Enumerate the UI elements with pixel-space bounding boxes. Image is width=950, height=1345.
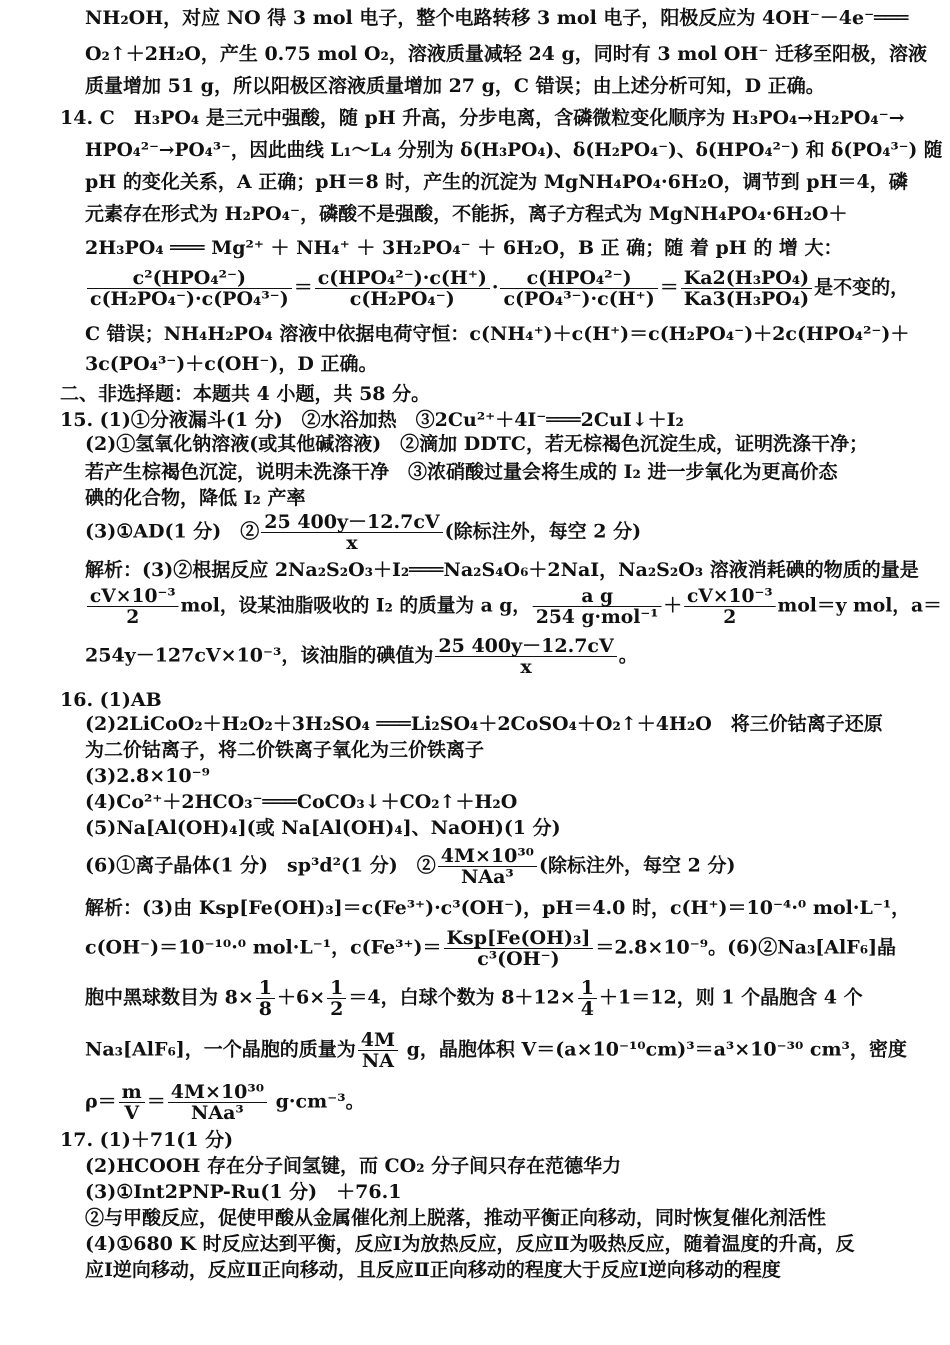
formula-line: Na₃[AlF₆]，一个晶胞的质量为 $\frac{4M}{NA}$ g，晶胞体积 V＝(a×10⁻¹⁰cm)³＝a³×10⁻³⁰ cm³，密度 [85, 1029, 907, 1072]
fraction: $\frac{\text{a g}}{\text{254 g·mol⁻¹}}$ [533, 586, 661, 627]
text-line: pH 的变化关系，A 正确；pH＝8 时，产生的沉淀为 MgNH₄PO₄·6H₂O，调节到 pH＝4，磷 [85, 171, 908, 193]
text-line: 解析：(3)由 Ksp[Fe(OH)₃]＝c(Fe³⁺)·c³(OH⁻)，pH＝4.0 时，c(H⁺)＝10⁻⁴·⁰ mol·L⁻¹， [85, 897, 911, 919]
text-line: 为二价钴离子，将二价铁离子氧化为三价铁离子 [85, 739, 485, 761]
text-line: 3c(PO₄³⁻)＋c(OH⁻)，D 正确。 [85, 353, 378, 375]
fraction: $\frac{\text{4M×10³⁰}}{\text{NAa³}}$ [168, 1082, 267, 1123]
text-line: (5)Na[Al(OH)₄](或 Na[Al(OH)₄]、NaOH)(1 分) [85, 817, 561, 839]
text-line: NH₂OH，对应 NO 得 3 mol 电子，整个电路转移 3 mol 电子，阳极反应为 4OH⁻－4e⁻═══ [85, 7, 909, 29]
text-line: ②与甲酸反应，促使甲酸从金属催化剂上脱落，推动平衡正向移动，同时恢复催化剂活性 [85, 1207, 827, 1229]
formula-line: (6)①离子晶体(1 分) sp³d²(1 分) ② $\frac{\text{4M×10³⁰}}{\text{NAa³}}$ (除标注外，每空 2 分) [85, 845, 736, 888]
text-line: (4)①680 K 时反应达到平衡，反应Ⅰ为放热反应，反应Ⅱ为吸热反应，随着温度的升高，反 [85, 1233, 855, 1255]
text-line: (3)2.8×10⁻⁹ [85, 765, 210, 787]
text-line: 元素存在形式为 H₂PO₄⁻，磷酸不是强酸，不能拆，离子方程式为 MgNH₄PO₄·6H₂O＋ [85, 203, 848, 225]
formula-line: c(OH⁻)＝10⁻¹⁰·⁰ mol·L⁻¹，c(Fe³⁺)＝ $\frac{\text{Ksp[Fe(OH)₃]}}{\text{c³(OH⁻)}}$ ＝2.8×10⁻⁹。(6)②Na₃[AlF₆]晶 [85, 927, 897, 970]
fraction: $\frac{\text{cV×10⁻³}}{2}$ [87, 586, 179, 627]
question-17-answer: 17. (1)＋71(1 分) [60, 1129, 234, 1151]
question-14-answer: 14. C H₃PO₄ 是三元中强酸，随 pH 升高，分步电离，含磷微粒变化顺序为 H₃PO₄→H₂PO₄⁻→ [60, 107, 905, 129]
fraction: $\frac{\text{c²(HPO₄²⁻)}}{\text{c(H₂PO₄⁻)·c(PO₄³⁻)}}$ [87, 268, 292, 309]
text-line: HPO₄²⁻→PO₄³⁻，因此曲线 L₁～L₄ 分别为 δ(H₃PO₄)、δ(H₂PO₄⁻)、δ(HPO₄²⁻) 和 δ(PO₄³⁻) 随 [85, 139, 943, 161]
text-line: (2)①氢氧化钠溶液(或其他碱溶液) ②滴加 DDTC，若无棕褐色沉淀生成，证明洗涤干净； [85, 433, 869, 455]
text-line: 2H₃PO₄ ═══ Mg²⁺ ＋ NH₄⁺ ＋ 3H₂PO₄⁻ ＋ 6H₂O，B 正 确；随 着 pH 的 增 大： [85, 237, 843, 259]
section-heading: 二、非选择题：本题共 4 小题，共 58 分。 [60, 383, 431, 405]
fraction: $\frac{\text{4M×10³⁰}}{\text{NAa³}}$ [438, 846, 537, 887]
text-line: 若产生棕褐色沉淀，说明未洗涤干净 ③浓硝酸过量会将生成的 I₂ 进一步氧化为更高价态 [85, 461, 838, 483]
fraction: $\frac{1}{4}$ [578, 978, 597, 1019]
text-line: O₂↑＋2H₂O，产生 0.75 mol O₂，溶液质量减轻 24 g，同时有 3 mol OH⁻ 迁移至阳极，溶液 [85, 43, 927, 65]
question-15-answer: 15. (1)①分液漏斗(1 分) ②水浴加热 ③2Cu²⁺＋4I⁻═══2CuI↓＋I₂ [60, 409, 684, 431]
text-line: (3)①Int2PNP-Ru(1 分) ＋76.1 [85, 1181, 402, 1203]
fraction: $\frac{1}{8}$ [256, 978, 275, 1019]
text-line: C 错误；NH₄H₂PO₄ 溶液中依据电荷守恒：c(NH₄⁺)＋c(H⁺)＝c(H₂PO₄⁻)＋2c(HPO₄²⁻)＋ [85, 323, 910, 345]
fraction: $\frac{25 400y-12.7cV}{x}$ [435, 636, 616, 677]
fraction: $\frac{\text{Ka2(H₃PO₄)}}{\text{Ka3(H₃PO₄)}}$ [681, 268, 812, 309]
formula-line: 254y－127cV×10⁻³，该油脂的碘值为 $\frac{25 400y-12.7cV}{x}$ 。 [85, 635, 638, 678]
fraction: $\frac{4M}{NA}$ [358, 1030, 398, 1071]
text-line: (2)2LiCoO₂＋H₂O₂＋3H₂SO₄ ═══Li₂SO₄＋2CoSO₄＋O₂↑＋4H₂O 将三价钴离子还原 [85, 713, 883, 735]
fraction: $\frac{m}{V}$ [119, 1082, 145, 1123]
text-line: 质量增加 51 g，所以阳极区溶液质量增加 27 g，C 错误；由上述分析可知，D 正确。 [85, 75, 825, 97]
formula-line: $\frac{\text{cV×10⁻³}}{2}$ mol，设某油脂吸收的 I₂ 的质量为 a g， $\frac{\text{a g}}{\text{254 g·mol⁻¹}}$ ＋ $\frac{\text{cV×10⁻³}}{2}$ mol＝y mol，a＝ [85, 586, 942, 627]
formula-line: (3)①AD(1 分) ② $\frac{25 400y-12.7cV}{x}$ (除标注外，每空 2 分) [85, 511, 642, 554]
fraction: $\frac{\text{cV×10⁻³}}{2}$ [684, 586, 776, 627]
fraction: $\frac{\text{c(HPO₄²⁻)}}{\text{c(PO₄³⁻)·c(H⁺)}}$ [500, 268, 657, 309]
formula-line: $\frac{\text{c²(HPO₄²⁻)}}{\text{c(H₂PO₄⁻)·c(PO₄³⁻)}}$ ＝ $\frac{\text{c(HPO₄²⁻)·c(H⁺)}}{\text{c(H₂PO₄⁻)}}$ · $\frac{\text{c(HPO₄²⁻)}}{\text{c(PO₄³⁻)·c(H⁺)}}$ ＝ $\frac{\text{Ka2(H₃PO₄)}}{\text{Ka3(H₃PO₄)}}$ 是不变的， [85, 268, 909, 309]
fraction: $\frac{1}{2}$ [327, 978, 346, 1019]
question-16-answer: 16. (1)AB [60, 689, 162, 711]
fraction: $\frac{\text{c(HPO₄²⁻)·c(H⁺)}}{\text{c(H₂PO₄⁻)}}$ [315, 268, 490, 309]
text-line: 解析：(3)②根据反应 2Na₂S₂O₃＋I₂═══Na₂S₄O₆＋2NaI，Na₂S₂O₃ 溶液消耗碘的物质的量是 [85, 559, 919, 581]
formula-line: ρ＝ $\frac{m}{V}$ ＝ $\frac{\text{4M×10³⁰}}{\text{NAa³}}$ g·cm⁻³。 [85, 1081, 365, 1124]
text-line: (4)Co²⁺＋2HCO₃⁻═══CoCO₃↓＋CO₂↑＋H₂O [85, 791, 518, 813]
formula-line: 胞中黑球数目为 8× $\frac{1}{8}$ ＋6× $\frac{1}{2}$ ＝4，白球个数为 8＋12× $\frac{1}{4}$ ＋1＝12，则 1 个晶胞含 4 个 [85, 977, 863, 1020]
text-line: 应Ⅰ逆向移动，反应Ⅱ正向移动，且反应Ⅱ正向移动的程度大于反应Ⅰ逆向移动的程度 [85, 1259, 781, 1281]
fraction: $\frac{25 400y-12.7cV}{x}$ [261, 512, 442, 553]
text-line: 碘的化合物，降低 I₂ 产率 [85, 487, 306, 509]
fraction: $\frac{\text{Ksp[Fe(OH)₃]}}{\text{c³(OH⁻)}}$ [444, 928, 594, 969]
text-line: (2)HCOOH 存在分子间氢键，而 CO₂ 分子间只存在范德华力 [85, 1155, 622, 1177]
